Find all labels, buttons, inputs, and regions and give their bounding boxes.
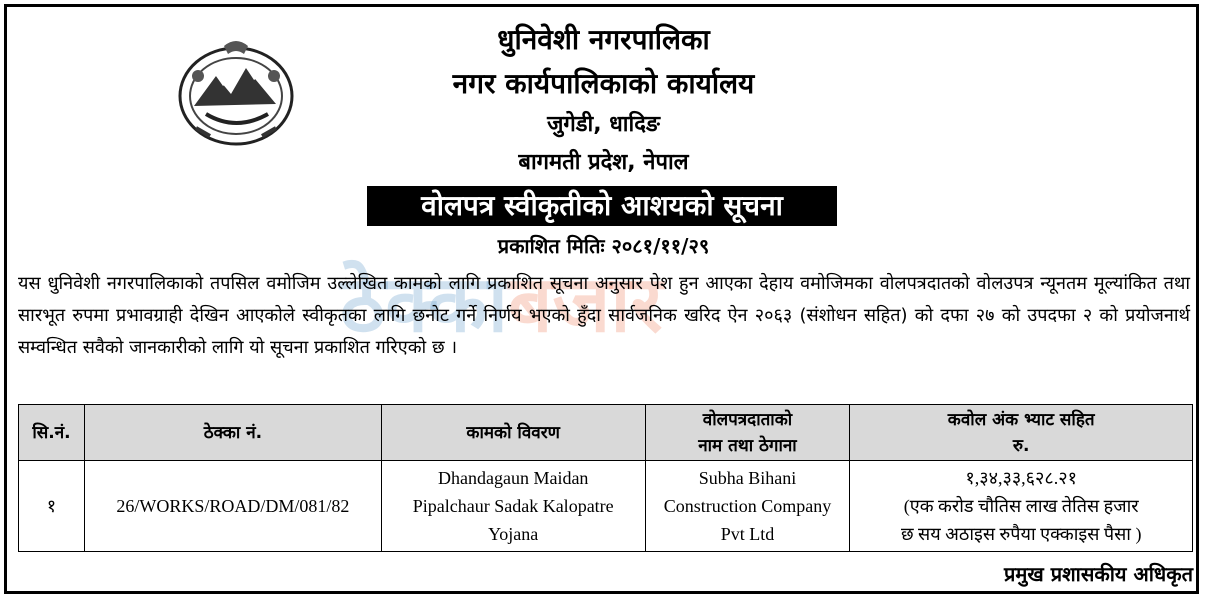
bidder-line1: Subha Bihani [698, 468, 797, 488]
table-row [19, 461, 1193, 552]
col-header-description: कामको विवरण [381, 405, 645, 461]
bidder-line2: Construction Company [663, 496, 832, 516]
col-header-amount-line1: कवोल अंक भ्याट सहित [947, 409, 1095, 430]
cell-amount [850, 461, 1193, 552]
cell-sn: १ [19, 461, 85, 552]
province-country: बागमती प्रदेश, नेपाल [518, 150, 689, 175]
col-header-bidder-line2: नाम तथा ठेगाना [698, 435, 797, 456]
col-header-amount [850, 405, 1193, 461]
table-header-row [19, 405, 1193, 461]
notice-body-text: यस धुनिवेशी नगरपालिकाको तपसिल वमोजिम उल्लेखित कामको लागि प्रकाशित सूचना अनुसार पेश हुन आएका देहाय वमोजिमका वोलपत्रदातको वोलउपत्र न्यूनतम मूल्यांकित तथा सारभूत रुपमा प्रभावग्राही देखिन आएकोले स्वीकृतका लागि छनोट गर्ने निर्णय भएको हुँदा सार्वजनिक खरिद ऐन २०६३ (संशोधन सहित) को दफा २७ को उपदफा २ को प्रयोजनार्थ सम्वन्धित सवैको जानकारीको लागि यो सूचना प्रकाशित गरिएको छ । [18, 273, 1190, 358]
watermark-part1: ठेक्का [340, 260, 508, 350]
office-name: नगर कार्यपालिकाको कार्यालय [452, 67, 755, 100]
col-header-sn: सि.नं. [19, 405, 85, 461]
watermark-part2: बजार [507, 260, 663, 350]
signature-title: प्रमुख प्रशासकीय अधिकृत [1004, 562, 1193, 586]
municipality-name: धुनिवेशी नगरपालिका [497, 23, 710, 56]
description-line1: Dhandagaun Maidan [437, 468, 589, 488]
cell-description [381, 461, 645, 552]
col-header-bidder-line1: वोलपत्रदाताको [702, 409, 793, 430]
notice-title-banner: वोलपत्र स्वीकृतीको आशयको सूचना [367, 186, 837, 226]
office-location: जुगेडी, धादिङ [547, 112, 660, 137]
bidder-line3: Pvt Ltd [720, 524, 775, 544]
published-date: प्रकाशित मितिः २०८१/११/२९ [497, 234, 710, 258]
description-line2: Pipalchaur Sadak Kalopatre [412, 496, 614, 516]
description-line3: Yojana [488, 524, 539, 544]
col-header-amount-line2: रु. [1012, 435, 1030, 456]
amount-words-line1: (एक करोड चौतिस लाख तेतिस हजार [903, 496, 1139, 516]
amount-figure: १,३४,३३,६२८.२१ [965, 468, 1077, 488]
cell-contract-no: 26/WORKS/ROAD/DM/081/82 [84, 461, 381, 552]
col-header-contract-no: ठेक्का नं. [84, 405, 381, 461]
cell-bidder [645, 461, 850, 552]
amount-words-line2: छ सय अठाइस रुपैया एक्काइस पैसा ) [900, 524, 1142, 544]
tender-table [18, 404, 1193, 552]
col-header-bidder [645, 405, 850, 461]
